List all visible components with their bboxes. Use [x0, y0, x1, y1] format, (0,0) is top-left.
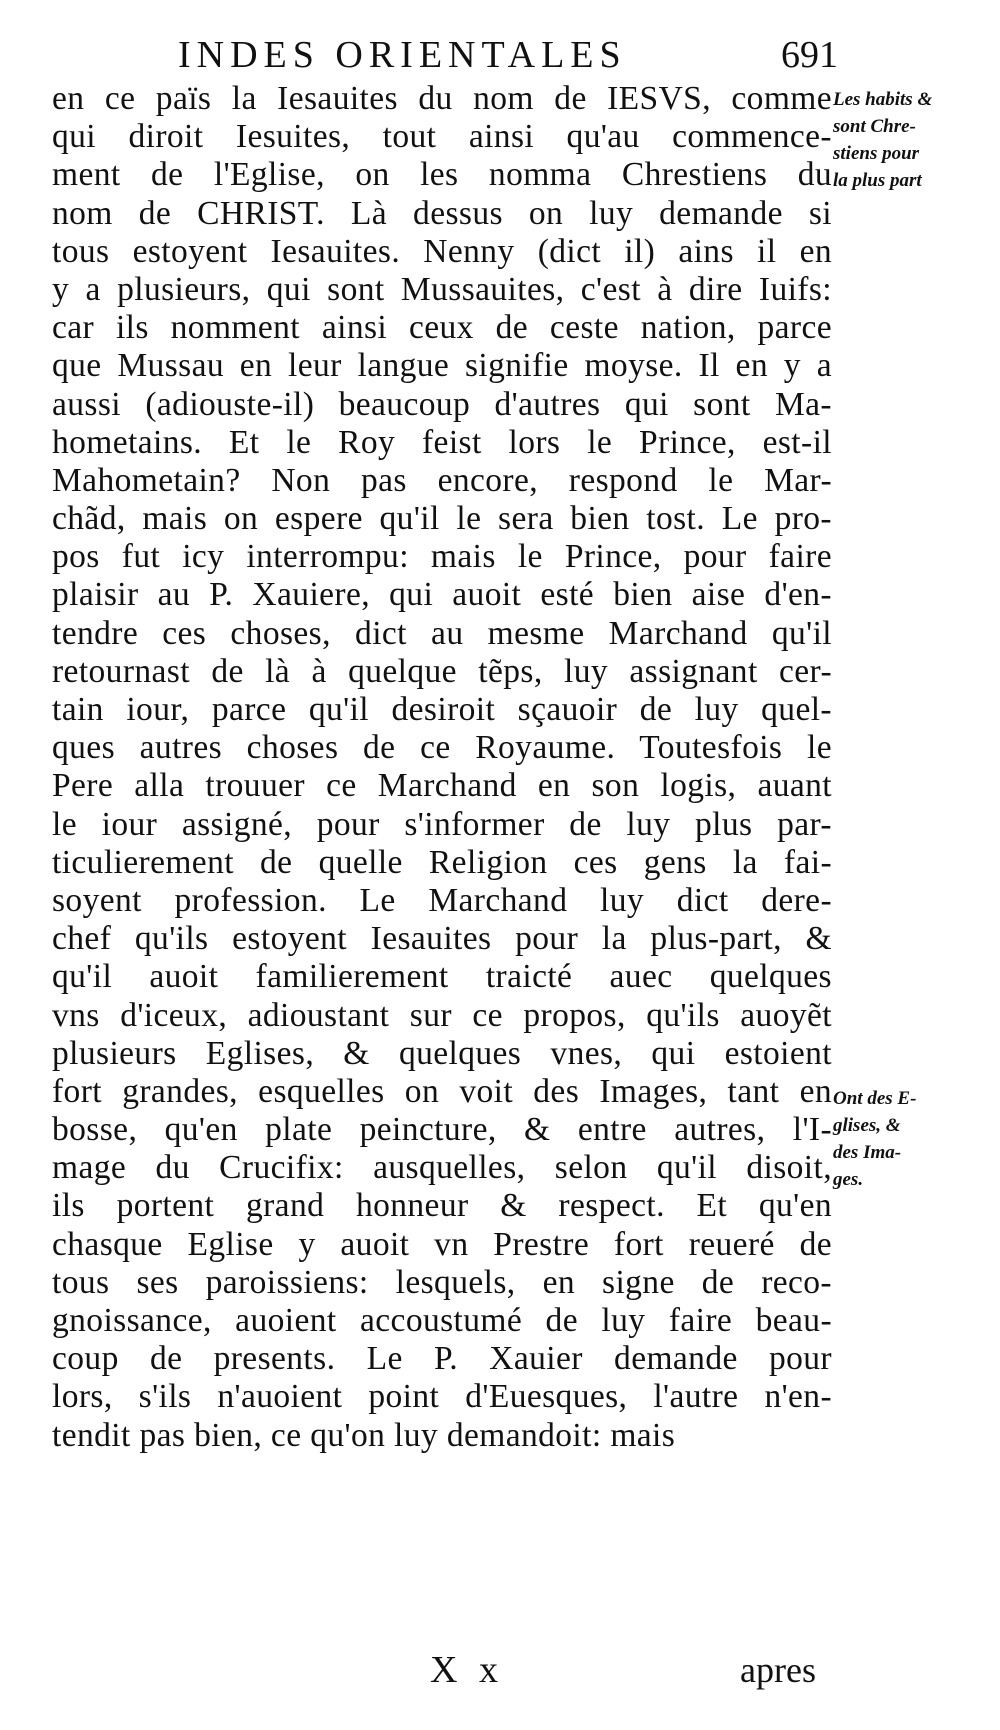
text-line: fort grandes, esquelles on voit des Images, tant en: [52, 1072, 832, 1110]
marginal-note-line: des Ima-: [833, 1142, 902, 1163]
marginal-note-line: la plus part: [833, 170, 922, 191]
signature-mark: X x: [430, 1649, 504, 1691]
text-line: Mahometain? Non pas encore, respond le Mar-: [52, 461, 832, 499]
text-line: y a plusieurs, qui sont Mussauites, c'est à dire Iuifs:: [52, 270, 832, 308]
text-line: soyent profession. Le Marchand luy dict dere-: [52, 881, 832, 919]
text-line: chasque Eglise y auoit vn Prestre fort reueré de: [52, 1225, 832, 1263]
text-line: aussi (adiouste-il) beaucoup d'autres qui sont Ma-: [52, 385, 832, 423]
text-line: chãd, mais on espere qu'il le sera bien tost. Le pro-: [52, 500, 832, 538]
text-line: ticulierement de quelle Religion ces gens la fai-: [52, 843, 832, 881]
marginal-note-churches: [833, 1085, 916, 1193]
running-head: [150, 30, 850, 80]
marginal-note-line: stiens pour: [833, 143, 920, 164]
text-line: tous ses paroissiens: lesquels, en signe de reco-: [52, 1263, 832, 1301]
marginal-note-line: glises, &: [833, 1115, 901, 1136]
text-line: nom de CHRIST. Là dessus on luy demande si: [52, 194, 832, 232]
catchword: apres: [740, 1650, 816, 1690]
text-line: tendit pas bien, ce qu'on luy demandoit: mais: [52, 1416, 676, 1454]
text-line: retournast de là à quelque tẽps, luy assignant cer-: [52, 652, 832, 690]
text-line: tendre ces choses, dict au mesme Marchand qu'il: [52, 614, 832, 652]
running-title: INDES ORIENTALES: [178, 34, 627, 76]
marginal-note-line: Les habits &: [833, 89, 933, 110]
text-line: lors, s'ils n'auoient point d'Euesques, l'autre n'en-: [52, 1378, 832, 1416]
text-line: pos fut icy interrompu: mais le Prince, pour faire: [52, 538, 832, 576]
text-line: ils portent grand honneur & respect. Et qu'en: [52, 1187, 832, 1225]
text-line: le iour assigné, pour s'informer de luy plus par-: [52, 805, 832, 843]
text-line: plaisir au P. Xauiere, qui auoit esté bien aise d'en-: [52, 576, 832, 614]
body-text: [52, 80, 832, 1455]
text-line: mage du Crucifix: ausquelles, selon qu'il disoit,: [52, 1149, 832, 1187]
page-number: 691: [781, 34, 838, 76]
text-line: gnoissance, auoient accoustumé de luy faire beau-: [52, 1302, 832, 1339]
marginal-note-line: ges.: [833, 1169, 864, 1190]
text-line: coup de presents. Le P. Xauier demande pour: [52, 1340, 832, 1378]
marginal-note-line: sont Chre-: [833, 116, 916, 137]
text-line: ques autres choses de ce Royaume. Toutesfois le: [52, 729, 832, 767]
text-line: qu'il auoit familierement traicté auec quelques: [52, 958, 832, 996]
text-line: tous estoyent Iesauites. Nenny (dict il) ains il en: [52, 232, 832, 270]
text-line: ment de l'Eglise, on les nomma Chrestiens du: [52, 156, 832, 194]
text-line: bosse, qu'en plate peincture, & entre autres, l'I-: [52, 1111, 832, 1149]
text-line: hometains. Et le Roy feist lors le Prince, est-il: [52, 423, 832, 461]
marginal-note-habits: [833, 86, 932, 194]
text-line: vns d'iceux, adioustant sur ce propos, qu'ils auoyẽt: [52, 996, 832, 1034]
text-line: Pere alla trouuer ce Marchand en son logis, auant: [52, 767, 832, 805]
text-line: plusieurs Eglises, & quelques vnes, qui estoient: [52, 1034, 832, 1072]
text-line: que Mussau en leur langue signifie moyse. Il en y a: [52, 347, 832, 385]
page-footer: [0, 1645, 1000, 1695]
marginal-note-line: Ont des E-: [833, 1088, 917, 1109]
text-line: qui diroit Iesuites, tout ainsi qu'au commence-: [52, 118, 832, 156]
text-line: tain iour, parce qu'il desiroit sçauoir de luy quel-: [52, 691, 832, 728]
text-line: car ils nomment ainsi ceux de ceste nation, parce: [52, 309, 832, 347]
text-line: chef qu'ils estoyent Iesauites pour la plus-part, &: [52, 920, 832, 958]
text-line: en ce païs la Iesauites du nom de IESVS, comme: [52, 80, 832, 117]
